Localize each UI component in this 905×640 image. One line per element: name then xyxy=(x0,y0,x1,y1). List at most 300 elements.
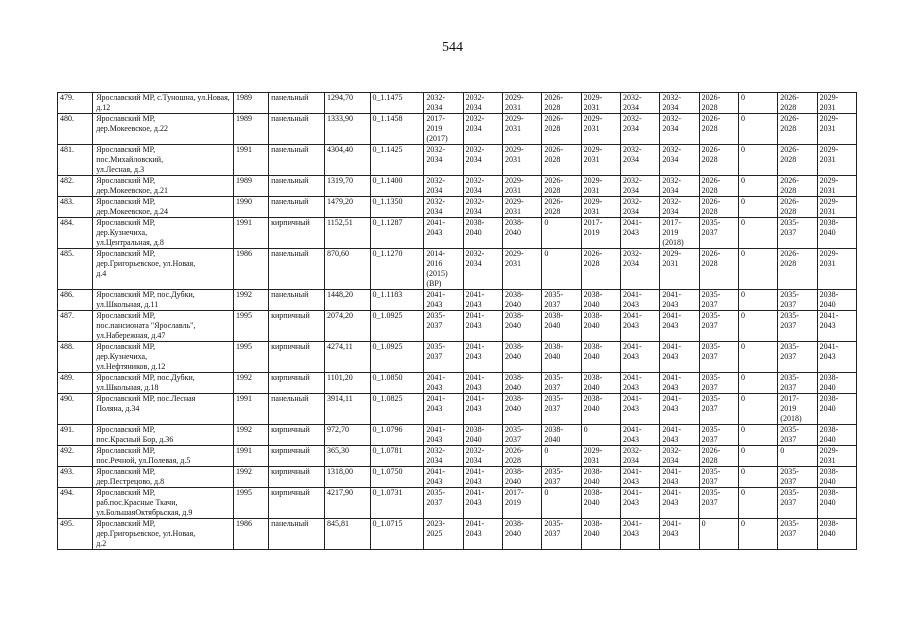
cell-work-period-3: 2035- 2037 xyxy=(503,425,542,446)
cell-work-period-10: 2035- 2037 xyxy=(778,290,817,311)
cell-work-period-10: 2026- 2028 xyxy=(778,176,817,197)
cell-year-built: 1989 xyxy=(233,114,268,145)
cell-year-built: 1995 xyxy=(233,488,268,519)
cell-work-period-4: 2038- 2040 xyxy=(542,342,581,373)
cell-work-period-3: 2029- 2031 xyxy=(503,197,542,218)
cell-work-period-2: 2041- 2043 xyxy=(463,373,502,394)
cell-work-period-9: 0 xyxy=(738,373,777,394)
cell-area: 845,81 xyxy=(325,519,371,550)
cell-work-period-3: 2038- 2040 xyxy=(503,311,542,342)
cell-work-period-2: 2041- 2043 xyxy=(463,311,502,342)
cell-work-period-2: 2038- 2040 xyxy=(463,425,502,446)
cell-row-number: 495. xyxy=(58,519,93,550)
cell-work-period-8: 2026- 2028 xyxy=(699,93,738,114)
table-row xyxy=(58,290,857,311)
cell-work-period-1: 2041- 2043 xyxy=(424,425,463,446)
cell-priority-index: 0_1.0825 xyxy=(370,394,424,425)
cell-work-period-2: 2041- 2043 xyxy=(463,488,502,519)
cell-work-period-6: 2032- 2034 xyxy=(620,93,659,114)
cell-work-period-8: 2035- 2037 xyxy=(699,467,738,488)
cell-wall-material: кирпичный xyxy=(269,311,325,342)
cell-work-period-9: 0 xyxy=(738,93,777,114)
table-row xyxy=(58,93,857,114)
cell-work-period-11: 2038- 2040 xyxy=(817,373,856,394)
cell-priority-index: 0_1.1425 xyxy=(370,145,424,176)
cell-work-period-8: 2035- 2037 xyxy=(699,311,738,342)
table-row xyxy=(58,373,857,394)
cell-wall-material: кирпичный xyxy=(269,467,325,488)
cell-work-period-11: 2038- 2040 xyxy=(817,467,856,488)
cell-work-period-9: 0 xyxy=(738,519,777,550)
cell-address: Ярославский МР, пос.Михайловский, ул.Лесная, д.3 xyxy=(93,145,234,176)
cell-work-period-5: 2029- 2031 xyxy=(581,114,620,145)
cell-work-period-7: 2032- 2034 xyxy=(660,93,699,114)
cell-work-period-10: 2035- 2037 xyxy=(778,519,817,550)
cell-row-number: 488. xyxy=(58,342,93,373)
cell-row-number: 483. xyxy=(58,197,93,218)
cell-work-period-5: 2038- 2040 xyxy=(581,342,620,373)
cell-wall-material: панельный xyxy=(269,176,325,197)
cell-work-period-4: 0 xyxy=(542,446,581,467)
cell-work-period-11: 2038- 2040 xyxy=(817,290,856,311)
cell-work-period-10: 2026- 2028 xyxy=(778,114,817,145)
cell-year-built: 1995 xyxy=(233,342,268,373)
cell-address: Ярославский МР, пос.Лесная Поляна, д.34 xyxy=(93,394,234,425)
cell-work-period-11: 2038- 2040 xyxy=(817,488,856,519)
cell-work-period-6: 2041- 2043 xyxy=(620,425,659,446)
cell-work-period-8: 2035- 2037 xyxy=(699,425,738,446)
cell-address: Ярославский МР, дер.Пестрецово, д.8 xyxy=(93,467,234,488)
cell-area: 1333,90 xyxy=(325,114,371,145)
cell-address: Ярославский МР, дер.Мокеевское, д.24 xyxy=(93,197,234,218)
cell-work-period-6: 2032- 2034 xyxy=(620,446,659,467)
cell-address: Ярославский МР, пос.Дубки, ул.Школьная, д.18 xyxy=(93,373,234,394)
cell-work-period-4: 2035- 2037 xyxy=(542,394,581,425)
cell-work-period-8: 2035- 2037 xyxy=(699,373,738,394)
cell-row-number: 484. xyxy=(58,218,93,249)
cell-work-period-6: 2032- 2034 xyxy=(620,249,659,290)
cell-work-period-10: 2035- 2037 xyxy=(778,373,817,394)
cell-work-period-3: 2038- 2040 xyxy=(503,290,542,311)
cell-work-period-5: 2038- 2040 xyxy=(581,467,620,488)
cell-work-period-6: 2041- 2043 xyxy=(620,394,659,425)
cell-address: Ярославский МР, дер.Мокеевское, д.21 xyxy=(93,176,234,197)
cell-work-period-3: 2017- 2019 xyxy=(503,488,542,519)
cell-work-period-11: 2029- 2031 xyxy=(817,176,856,197)
cell-row-number: 485. xyxy=(58,249,93,290)
cell-work-period-1: 2032- 2034 xyxy=(424,446,463,467)
cell-priority-index: 0_1.1458 xyxy=(370,114,424,145)
cell-work-period-11: 2029- 2031 xyxy=(817,249,856,290)
cell-work-period-9: 0 xyxy=(738,197,777,218)
cell-work-period-5: 2029- 2031 xyxy=(581,93,620,114)
cell-wall-material: панельный xyxy=(269,290,325,311)
cell-work-period-7: 2041- 2043 xyxy=(660,373,699,394)
cell-work-period-3: 2029- 2031 xyxy=(503,176,542,197)
cell-year-built: 1992 xyxy=(233,425,268,446)
cell-address: Ярославский МР, пос.Красный Бор, д.36 xyxy=(93,425,234,446)
cell-work-period-11: 2038- 2040 xyxy=(817,519,856,550)
cell-work-period-4: 0 xyxy=(542,218,581,249)
cell-work-period-6: 2041- 2043 xyxy=(620,467,659,488)
cell-work-period-2: 2041- 2043 xyxy=(463,394,502,425)
cell-work-period-8: 0 xyxy=(699,519,738,550)
cell-work-period-9: 0 xyxy=(738,467,777,488)
cell-work-period-7: 2032- 2034 xyxy=(660,145,699,176)
cell-row-number: 493. xyxy=(58,467,93,488)
cell-work-period-1: 2041- 2043 xyxy=(424,373,463,394)
cell-priority-index: 0_1.0731 xyxy=(370,488,424,519)
cell-work-period-3: 2029- 2031 xyxy=(503,249,542,290)
cell-work-period-7: 2041- 2043 xyxy=(660,290,699,311)
cell-wall-material: кирпичный xyxy=(269,488,325,519)
cell-priority-index: 0_1.0925 xyxy=(370,311,424,342)
cell-area: 365,30 xyxy=(325,446,371,467)
cell-work-period-7: 2041- 2043 xyxy=(660,342,699,373)
cell-work-period-11: 2029- 2031 xyxy=(817,446,856,467)
cell-work-period-9: 0 xyxy=(738,425,777,446)
cell-work-period-2: 2032- 2034 xyxy=(463,197,502,218)
cell-area: 870,60 xyxy=(325,249,371,290)
table-row xyxy=(58,394,857,425)
cell-work-period-9: 0 xyxy=(738,488,777,519)
buildings-table xyxy=(57,92,857,550)
cell-priority-index: 0_1.0850 xyxy=(370,373,424,394)
cell-wall-material: кирпичный xyxy=(269,446,325,467)
cell-work-period-11: 2041- 2043 xyxy=(817,342,856,373)
cell-wall-material: панельный xyxy=(269,114,325,145)
cell-year-built: 1986 xyxy=(233,249,268,290)
cell-wall-material: панельный xyxy=(269,249,325,290)
cell-area: 2074,20 xyxy=(325,311,371,342)
cell-priority-index: 0_1.1400 xyxy=(370,176,424,197)
table-row xyxy=(58,467,857,488)
cell-work-period-2: 2041- 2043 xyxy=(463,467,502,488)
cell-work-period-9: 0 xyxy=(738,394,777,425)
cell-work-period-10: 2017- 2019 (2018) xyxy=(778,394,817,425)
cell-area: 4274,11 xyxy=(325,342,371,373)
cell-work-period-9: 0 xyxy=(738,290,777,311)
cell-work-period-1: 2032- 2034 xyxy=(424,93,463,114)
cell-wall-material: панельный xyxy=(269,519,325,550)
cell-work-period-1: 2014- 2016 (2015) (ВР) xyxy=(424,249,463,290)
cell-wall-material: панельный xyxy=(269,145,325,176)
cell-work-period-4: 2038- 2040 xyxy=(542,425,581,446)
table-row xyxy=(58,446,857,467)
cell-row-number: 487. xyxy=(58,311,93,342)
cell-year-built: 1991 xyxy=(233,394,268,425)
cell-year-built: 1992 xyxy=(233,467,268,488)
cell-work-period-4: 2026- 2028 xyxy=(542,114,581,145)
table-row xyxy=(58,176,857,197)
cell-work-period-7: 2032- 2034 xyxy=(660,114,699,145)
cell-work-period-2: 2032- 2034 xyxy=(463,145,502,176)
table-row xyxy=(58,218,857,249)
cell-work-period-10: 2035- 2037 xyxy=(778,488,817,519)
cell-work-period-6: 2032- 2034 xyxy=(620,114,659,145)
cell-work-period-10: 2035- 2037 xyxy=(778,467,817,488)
cell-work-period-1: 2032- 2034 xyxy=(424,176,463,197)
cell-priority-index: 0_1.1475 xyxy=(370,93,424,114)
cell-work-period-4: 2026- 2028 xyxy=(542,197,581,218)
cell-work-period-7: 2041- 2043 xyxy=(660,488,699,519)
cell-work-period-2: 2032- 2034 xyxy=(463,249,502,290)
cell-address: Ярославский МР, с.Туношна, ул.Новая, д.12 xyxy=(93,93,234,114)
cell-row-number: 486. xyxy=(58,290,93,311)
cell-row-number: 480. xyxy=(58,114,93,145)
cell-work-period-6: 2041- 2043 xyxy=(620,342,659,373)
page-number: 544 xyxy=(442,40,463,55)
cell-year-built: 1991 xyxy=(233,218,268,249)
cell-address: Ярославский МР, дер.Кузнечиха, ул.Центральная, д.8 xyxy=(93,218,234,249)
cell-row-number: 479. xyxy=(58,93,93,114)
cell-work-period-2: 2041- 2043 xyxy=(463,290,502,311)
cell-row-number: 494. xyxy=(58,488,93,519)
table-row xyxy=(58,249,857,290)
cell-work-period-9: 0 xyxy=(738,311,777,342)
cell-year-built: 1989 xyxy=(233,93,268,114)
cell-address: Ярославский МР, пос.Дубки, ул.Школьная, д.11 xyxy=(93,290,234,311)
cell-work-period-6: 2041- 2043 xyxy=(620,290,659,311)
cell-work-period-9: 0 xyxy=(738,446,777,467)
cell-work-period-4: 2035- 2037 xyxy=(542,373,581,394)
cell-area: 1294,70 xyxy=(325,93,371,114)
cell-work-period-10: 2026- 2028 xyxy=(778,93,817,114)
cell-row-number: 492. xyxy=(58,446,93,467)
cell-work-period-5: 2038- 2040 xyxy=(581,311,620,342)
cell-work-period-5: 2029- 2031 xyxy=(581,446,620,467)
cell-row-number: 490. xyxy=(58,394,93,425)
cell-work-period-3: 2029- 2031 xyxy=(503,93,542,114)
cell-work-period-6: 2032- 2034 xyxy=(620,145,659,176)
cell-work-period-7: 2041- 2043 xyxy=(660,519,699,550)
cell-work-period-2: 2032- 2034 xyxy=(463,93,502,114)
cell-area: 1448,20 xyxy=(325,290,371,311)
cell-wall-material: панельный xyxy=(269,93,325,114)
cell-year-built: 1991 xyxy=(233,145,268,176)
cell-work-period-8: 2035- 2037 xyxy=(699,342,738,373)
cell-address: Ярославский МР, пос.пансионата "Ярославль", ул.Набережная, д.47 xyxy=(93,311,234,342)
table-row xyxy=(58,311,857,342)
cell-area: 3914,11 xyxy=(325,394,371,425)
cell-work-period-4: 2026- 2028 xyxy=(542,93,581,114)
cell-work-period-3: 2026- 2028 xyxy=(503,446,542,467)
cell-work-period-1: 2041- 2043 xyxy=(424,467,463,488)
cell-priority-index: 0_1.0750 xyxy=(370,467,424,488)
cell-work-period-1: 2041- 2043 xyxy=(424,394,463,425)
cell-work-period-6: 2041- 2043 xyxy=(620,519,659,550)
cell-work-period-5: 2038- 2040 xyxy=(581,519,620,550)
cell-wall-material: кирпичный xyxy=(269,373,325,394)
cell-work-period-4: 2038- 2040 xyxy=(542,311,581,342)
cell-work-period-4: 0 xyxy=(542,488,581,519)
cell-work-period-2: 2041- 2043 xyxy=(463,342,502,373)
cell-work-period-6: 2041- 2043 xyxy=(620,311,659,342)
cell-work-period-9: 0 xyxy=(738,114,777,145)
cell-work-period-5: 2026- 2028 xyxy=(581,249,620,290)
cell-work-period-6: 2041- 2043 xyxy=(620,218,659,249)
cell-year-built: 1989 xyxy=(233,176,268,197)
cell-work-period-7: 2032- 2034 xyxy=(660,176,699,197)
cell-work-period-7: 2017- 2019 (2018) xyxy=(660,218,699,249)
cell-work-period-1: 2041- 2043 xyxy=(424,218,463,249)
cell-work-period-2: 2032- 2034 xyxy=(463,176,502,197)
cell-work-period-4: 2026- 2028 xyxy=(542,145,581,176)
cell-work-period-8: 2035- 2037 xyxy=(699,394,738,425)
table-row xyxy=(58,488,857,519)
cell-wall-material: кирпичный xyxy=(269,218,325,249)
cell-work-period-5: 2017- 2019 xyxy=(581,218,620,249)
cell-work-period-9: 0 xyxy=(738,145,777,176)
cell-work-period-2: 2038- 2040 xyxy=(463,218,502,249)
cell-year-built: 1995 xyxy=(233,311,268,342)
cell-priority-index: 0_1.1270 xyxy=(370,249,424,290)
cell-work-period-2: 2032- 2034 xyxy=(463,446,502,467)
cell-work-period-5: 2038- 2040 xyxy=(581,290,620,311)
cell-work-period-7: 2032- 2034 xyxy=(660,446,699,467)
cell-work-period-3: 2029- 2031 xyxy=(503,114,542,145)
table-row xyxy=(58,145,857,176)
cell-year-built: 1990 xyxy=(233,197,268,218)
cell-work-period-7: 2029- 2031 xyxy=(660,249,699,290)
cell-work-period-11: 2029- 2031 xyxy=(817,93,856,114)
cell-year-built: 1986 xyxy=(233,519,268,550)
cell-work-period-4: 2035- 2037 xyxy=(542,519,581,550)
cell-work-period-10: 2035- 2037 xyxy=(778,425,817,446)
cell-address: Ярославский МР, дер.Григорьевское, ул.Новая, д.4 xyxy=(93,249,234,290)
cell-work-period-5: 2029- 2031 xyxy=(581,176,620,197)
cell-work-period-6: 2032- 2034 xyxy=(620,176,659,197)
cell-work-period-7: 2032- 2034 xyxy=(660,197,699,218)
cell-work-period-6: 2041- 2043 xyxy=(620,488,659,519)
cell-work-period-11: 2029- 2031 xyxy=(817,197,856,218)
cell-work-period-1: 2023- 2025 xyxy=(424,519,463,550)
cell-work-period-1: 2035- 2037 xyxy=(424,488,463,519)
cell-work-period-1: 2032- 2034 xyxy=(424,197,463,218)
cell-address: Ярославский МР, дер.Кузнечиха, ул.Нефтяников, д.12 xyxy=(93,342,234,373)
cell-work-period-10: 2035- 2037 xyxy=(778,342,817,373)
cell-wall-material: панельный xyxy=(269,197,325,218)
cell-work-period-9: 0 xyxy=(738,342,777,373)
cell-work-period-11: 2038- 2040 xyxy=(817,218,856,249)
cell-wall-material: кирпичный xyxy=(269,425,325,446)
cell-work-period-9: 0 xyxy=(738,176,777,197)
cell-year-built: 1992 xyxy=(233,373,268,394)
cell-work-period-1: 2035- 2037 xyxy=(424,342,463,373)
cell-work-period-8: 2026- 2028 xyxy=(699,145,738,176)
cell-work-period-11: 2041- 2043 xyxy=(817,311,856,342)
cell-work-period-7: 2041- 2043 xyxy=(660,425,699,446)
cell-work-period-8: 2026- 2028 xyxy=(699,249,738,290)
cell-year-built: 1992 xyxy=(233,290,268,311)
cell-area: 1318,00 xyxy=(325,467,371,488)
cell-area: 1319,70 xyxy=(325,176,371,197)
cell-row-number: 489. xyxy=(58,373,93,394)
cell-work-period-8: 2026- 2028 xyxy=(699,197,738,218)
cell-work-period-7: 2041- 2043 xyxy=(660,394,699,425)
cell-work-period-3: 2038- 2040 xyxy=(503,394,542,425)
cell-work-period-11: 2029- 2031 xyxy=(817,114,856,145)
cell-priority-index: 0_1.1287 xyxy=(370,218,424,249)
cell-row-number: 481. xyxy=(58,145,93,176)
cell-work-period-1: 2017- 2019 (2017) xyxy=(424,114,463,145)
cell-work-period-8: 2035- 2037 xyxy=(699,488,738,519)
cell-work-period-3: 2029- 2031 xyxy=(503,145,542,176)
cell-work-period-6: 2032- 2034 xyxy=(620,197,659,218)
cell-wall-material: кирпичный xyxy=(269,342,325,373)
cell-priority-index: 0_1.0715 xyxy=(370,519,424,550)
cell-area: 4217,90 xyxy=(325,488,371,519)
cell-work-period-10: 2026- 2028 xyxy=(778,197,817,218)
cell-priority-index: 0_1.0925 xyxy=(370,342,424,373)
cell-area: 1152,51 xyxy=(325,218,371,249)
cell-row-number: 482. xyxy=(58,176,93,197)
cell-work-period-9: 0 xyxy=(738,249,777,290)
cell-wall-material: панельный xyxy=(269,394,325,425)
cell-work-period-3: 2038- 2040 xyxy=(503,467,542,488)
cell-work-period-5: 2038- 2040 xyxy=(581,394,620,425)
cell-work-period-1: 2035- 2037 xyxy=(424,311,463,342)
cell-year-built: 1991 xyxy=(233,446,268,467)
cell-work-period-2: 2032- 2034 xyxy=(463,114,502,145)
cell-area: 972,70 xyxy=(325,425,371,446)
cell-work-period-8: 2035- 2037 xyxy=(699,218,738,249)
cell-work-period-1: 2041- 2043 xyxy=(424,290,463,311)
cell-work-period-5: 2038- 2040 xyxy=(581,373,620,394)
cell-work-period-11: 2029- 2031 xyxy=(817,145,856,176)
cell-area: 1479,20 xyxy=(325,197,371,218)
cell-work-period-6: 2041- 2043 xyxy=(620,373,659,394)
cell-work-period-10: 2026- 2028 xyxy=(778,145,817,176)
cell-work-period-4: 2035- 2037 xyxy=(542,290,581,311)
cell-work-period-5: 0 xyxy=(581,425,620,446)
cell-priority-index: 0_1.1350 xyxy=(370,197,424,218)
cell-area: 1101,20 xyxy=(325,373,371,394)
cell-row-number: 491. xyxy=(58,425,93,446)
cell-work-period-10: 2035- 2037 xyxy=(778,218,817,249)
cell-priority-index: 0_1.0781 xyxy=(370,446,424,467)
cell-work-period-4: 0 xyxy=(542,249,581,290)
cell-work-period-8: 2035- 2037 xyxy=(699,290,738,311)
cell-work-period-9: 0 xyxy=(738,218,777,249)
cell-work-period-1: 2032- 2034 xyxy=(424,145,463,176)
cell-work-period-8: 2026- 2028 xyxy=(699,446,738,467)
cell-work-period-4: 2026- 2028 xyxy=(542,176,581,197)
cell-area: 4304,40 xyxy=(325,145,371,176)
cell-work-period-3: 2038- 2040 xyxy=(503,218,542,249)
table-row xyxy=(58,114,857,145)
cell-work-period-8: 2026- 2028 xyxy=(699,114,738,145)
cell-work-period-11: 2038- 2040 xyxy=(817,425,856,446)
cell-work-period-5: 2029- 2031 xyxy=(581,197,620,218)
cell-work-period-10: 2026- 2028 xyxy=(778,249,817,290)
cell-work-period-4: 2035- 2037 xyxy=(542,467,581,488)
cell-work-period-7: 2041- 2043 xyxy=(660,467,699,488)
cell-address: Ярославский МР, дер.Мокеевское, д.22 xyxy=(93,114,234,145)
cell-work-period-8: 2026- 2028 xyxy=(699,176,738,197)
cell-work-period-5: 2038- 2040 xyxy=(581,488,620,519)
cell-priority-index: 0_1.0796 xyxy=(370,425,424,446)
table-row xyxy=(58,342,857,373)
cell-work-period-7: 2041- 2043 xyxy=(660,311,699,342)
table-row xyxy=(58,425,857,446)
table-row xyxy=(58,197,857,218)
cell-work-period-3: 2038- 2040 xyxy=(503,373,542,394)
cell-work-period-3: 2038- 2040 xyxy=(503,342,542,373)
cell-work-period-10: 2035- 2037 xyxy=(778,311,817,342)
cell-priority-index: 0_1.1183 xyxy=(370,290,424,311)
cell-address: Ярославский МР, пос.Речной, ул.Полевая, д.5 xyxy=(93,446,234,467)
